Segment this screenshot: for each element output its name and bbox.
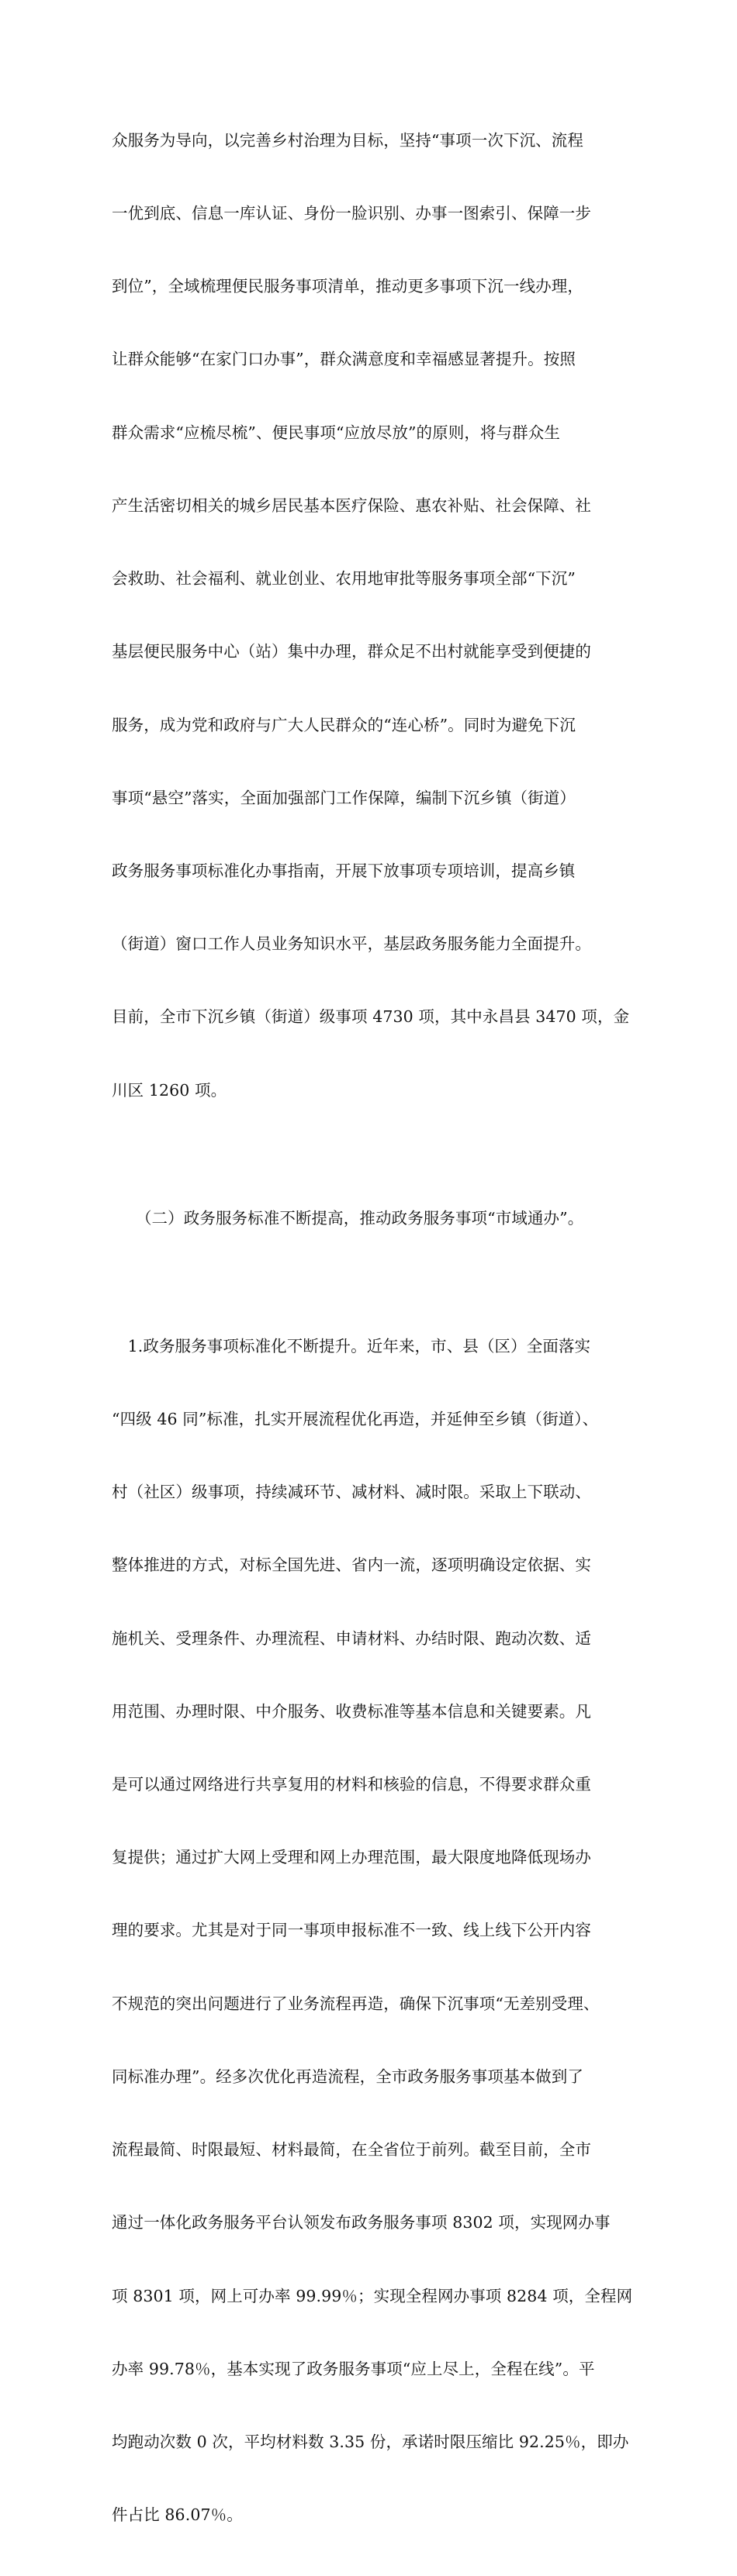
text-line: 会救助、社会福利、就业创业、农用地审批等服务事项全部“下沉” (112, 569, 576, 589)
text-line: （街道）窗口工作人员业务知识水平，基层政务服务能力全面提升。 (112, 934, 591, 954)
text-line: 到位”，全域梳理便民服务事项清单，推动更多事项下沉一线办理， (112, 277, 583, 296)
text-line: 1.政务服务事项标准化不断提升。近年来，市、县（区）全面落实 (112, 1336, 591, 1355)
document-page (112, 80, 633, 2576)
text-line: 产生活密切相关的城乡居民基本医疗保险、惠农补贴、社会保障、社 (112, 496, 591, 515)
text-line: 项 8301 项，网上可办率 99.99％；实现全程网办事项 8284 项，全程网 (112, 2286, 633, 2305)
text-line: 复提供；通过扩大网上受理和网上办理范围，最大限度地降低现场办 (112, 1848, 591, 1867)
text-line: 流程最简、时限最短、材料最简，在全省位于前列。截至目前，全市 (112, 2140, 591, 2160)
text-line: 基层便民服务中心（站）集中办理，群众足不出村就能享受到便捷的 (112, 642, 591, 661)
text-line: 办率 99.78％，基本实现了政务服务事项“应上尽上，全程在线”。平 (112, 2359, 595, 2378)
section-heading-standards (112, 1158, 633, 1279)
text-line: 一优到底、信息一库认证、身份一脸识别、办事一图索引、保障一步 (112, 204, 591, 223)
text-line: 群众需求“应梳尽梳”、便民事项“应放尽放”的原则，将与群众生 (112, 423, 560, 442)
text-line: 让群众能够“在家门口办事”，群众满意度和幸福感显著提升。按照 (112, 350, 576, 369)
text-line: 服务，成为党和政府与广大人民群众的“连心桥”。同时为避免下沉 (112, 715, 576, 734)
text-line: 是可以通过网络进行共享复用的材料和核验的信息，不得要求群众重 (112, 1775, 591, 1794)
text-line: 目前，全市下沉乡镇（街道）级事项 4730 项，其中永昌县 3470 项，金 (112, 1007, 630, 1027)
paragraph-standardization (112, 1286, 633, 2576)
paragraph-service-decentralization (112, 80, 633, 1152)
text-line: 同标准办理”。经多次优化再造流程，全市政务服务事项基本做到了 (112, 2067, 583, 2086)
text-line: 均跑动次数 0 次，平均材料数 3.35 份，承诺时限压缩比 92.25％，即办 (112, 2433, 629, 2451)
text-line: 事项“悬空”落实，全面加强部门工作保障，编制下沉乡镇（街道） (112, 788, 576, 807)
text-line: 众服务为导向，以完善乡村治理为目标，坚持“事项一次下沉、流程 (112, 130, 583, 150)
text-line: 整体推进的方式，对标全国先进、省内一流，逐项明确设定依据、实 (112, 1556, 591, 1575)
text-line: 村（社区）级事项，持续减环节、减材料、减时限。采取上下联动、 (112, 1483, 591, 1502)
text-line: 施机关、受理条件、办理流程、申请材料、办结时限、跑动次数、适 (112, 1628, 591, 1648)
text-line: 不规范的突出问题进行了业务流程再造，确保下沉事项“无差别受理、 (112, 1994, 600, 2013)
text-line: 川区 1260 项。 (112, 1080, 227, 1100)
text-line: 理的要求。尤其是对于同一事项申报标准不一致、线上线下公开内容 (112, 1921, 591, 1940)
text-line: 通过一体化政务服务平台认领发布政务服务事项 8302 项，实现网办事 (112, 2213, 611, 2232)
text-line: 件占比 86.07％。 (112, 2505, 243, 2525)
text-line: 用范围、办理时限、中介服务、收费标准等基本信息和关键要素。凡 (112, 1701, 591, 1721)
text-line: 政务服务事项标准化办事指南，开展下放事项专项培训，提高乡镇 (112, 862, 576, 880)
text-line: （二）政务服务标准不断提高，推动政务服务事项“市域通办”。 (112, 1208, 584, 1228)
text-line: “四级 46 同”标准，扎实开展流程优化再造，并延伸至乡镇（街道）、 (112, 1409, 599, 1428)
